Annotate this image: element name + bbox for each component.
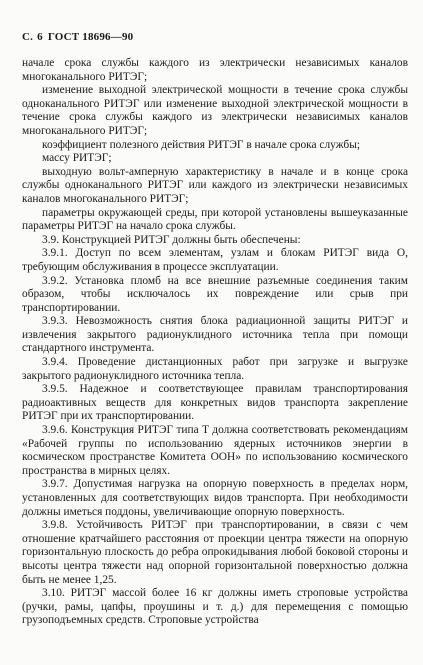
page-header [22, 31, 133, 43]
clause: 3.9.4. Проведение дистанционных работ при загрузке и выгрузке закрытого радионуклидного источника тепла. [22, 356, 408, 382]
clause: 3.9.5. Надежное и соответствующее правилам транспортирования радиоактивных веществ для конкретных видов транспорта закрепление РИТЭГ при их транспортировании. [22, 383, 408, 423]
paragraph: параметры окружающей среды, при которой установлены вышеуказанные параметры РИТЭГ на начало срока службы. [22, 206, 408, 233]
clause: 3.9.2. Установка пломб на все внешние разъемные соединения таким образом, чтобы исключалось их повреждение или срыв при транспортировании. [22, 274, 408, 314]
page-number: 6 [37, 31, 43, 43]
paragraph: начале срока службы каждого из электрически независимых каналов многоканального РИТЭГ; [22, 57, 408, 83]
paragraph: массу РИТЭГ; [42, 152, 112, 165]
clause: 3.10. РИТЭГ массой более 16 кг должны иметь строповые устройства (ручки, рамы, цапфы, проушины и т. д.) для перемещения с помощью грузоподъемных средств. Строповые устройства [22, 587, 408, 627]
clause: 3.9.1. Доступ по всем элементам, узлам и блокам РИТЭГ вида О, требующим обслуживания в процессе эксплуатации. [22, 247, 408, 273]
document-body [22, 57, 408, 628]
clause: 3.9.6. Конструкция РИТЭГ типа Т должна соответствовать рекомендациям «Рабочей группы по использованию ядерных источников энергии в космическом пространстве Комитета ООН» по использованию космического пространства в мирных целях. [22, 424, 408, 477]
paragraph: коэффициент полезного действия РИТЭГ в начале срока службы; [42, 138, 361, 151]
paragraph: изменение выходной электрической мощности в течение срока службы одноканального РИТЭГ или изменение выходной электрической мощности в течение срока службы каждого из электрически независимых каналов многоканального РИТЭГ; [22, 84, 408, 137]
clause: 3.9.7. Допустимая нагрузка на опорную поверхность в пределах норм, установленных для соответствующих видов транспорта. При необходимости должны иметься поддоны, увеличивающие опорную поверхность. [22, 478, 408, 518]
section-heading: 3.9. Конструкцией РИТЭГ должны быть обеспечены: [42, 233, 301, 246]
page-prefix: С. [22, 31, 34, 43]
standard-designation: ГОСТ 18696—90 [47, 31, 134, 43]
paragraph: выходную вольт-амперную характеристику в начале и в конце срока службы одноканального РИТЭГ или каждого из электрически независимых каналов многоканального РИТЭГ; [22, 165, 408, 205]
clause: 3.9.3. Невозможность снятия блока радиационной защиты РИТЭГ и извлечения закрытого радионуклидного источника тепла при помощи стандартного инструмента. [22, 315, 408, 355]
clause: 3.9.8. Устойчивость РИТЭГ при транспортировании, в связи с чем отношение кратчайшего расстояния от проекции центра тяжести на опорную горизонтальную плоскость до ребра опрокидывания любой боковой стороны и высоты центра тяжести над опорной горизонтальной поверхностью должна быть не менее 1,25. [22, 519, 408, 586]
